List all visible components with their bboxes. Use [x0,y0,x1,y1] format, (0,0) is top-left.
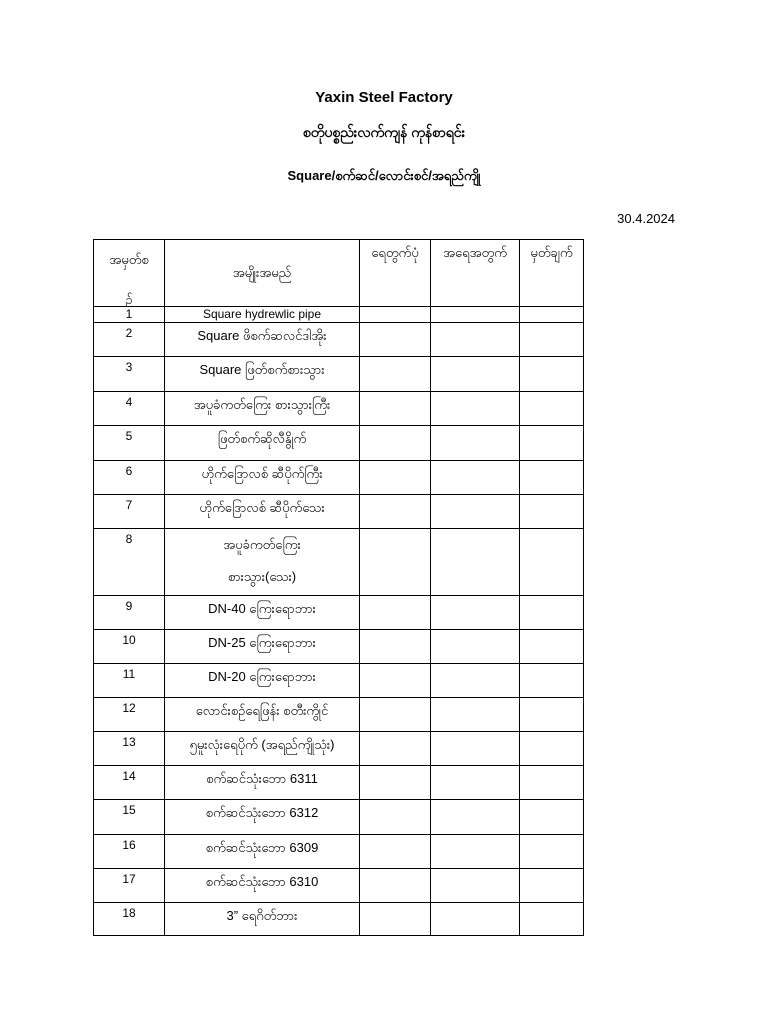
remarks-cell [520,698,583,731]
count-method-cell [360,495,430,528]
item-name: DN-25 ကြေးရောဘား [165,630,359,663]
row-number: 1 [94,307,164,322]
remarks-cell [520,869,583,902]
remarks-cell [520,903,583,935]
header-remarks: မှတ်ချက် [520,240,583,306]
quantity-cell [431,323,519,356]
count-method-cell [360,903,430,935]
remarks-cell [520,426,583,460]
row-number: 13 [94,732,164,765]
header-quantity: အရေအတွက် [431,240,519,306]
item-name: အပူခံကတ်ကြေး စားသွားကြီး [165,392,359,425]
remarks-cell [520,461,583,494]
row-number: 12 [94,698,164,731]
row-number: 4 [94,392,164,425]
item-name: စက်ဆင်သုံးဘော 6310 [165,869,359,902]
row-number: 9 [94,596,164,629]
item-name: DN-20 ကြေးရောဘား [165,664,359,697]
row-number: 10 [94,630,164,663]
item-name: Square ဖိစက်ဆလင်ဒါအိုး [165,323,359,356]
count-method-cell [360,307,430,322]
remarks-cell [520,630,583,663]
row-number: 18 [94,903,164,935]
item-name: လောင်းစဥ်ရေဖြန်း စတီးကွိုင် [165,698,359,731]
item-name: ဟိုက်ဒြောလစ် ဆီပိုက်ကြီး [165,461,359,494]
row-number: 11 [94,664,164,697]
remarks-cell [520,835,583,868]
row-number: 2 [94,323,164,356]
quantity-cell [431,630,519,663]
item-name: DN-40 ကြေးရောဘား [165,596,359,629]
item-name: စက်ဆင်သုံးဘော 6311 [165,766,359,799]
document-title: Yaxin Steel Factory [315,89,453,106]
quantity-cell [431,392,519,425]
quantity-cell [431,732,519,765]
quantity-cell [431,596,519,629]
item-name [165,529,359,595]
remarks-cell [520,664,583,697]
count-method-cell [360,461,430,494]
item-name: ဖြတ်စက်ဆိုလီနွိုက် [165,426,359,460]
row-number: 14 [94,766,164,799]
quantity-cell [431,461,519,494]
quantity-cell [431,307,519,322]
item-name-line: အပူခံကတ်ကြေး [223,537,301,552]
remarks-cell [520,732,583,765]
row-number: 16 [94,835,164,868]
remarks-cell [520,392,583,425]
quantity-cell [431,766,519,799]
quantity-cell [431,698,519,731]
count-method-cell [360,800,430,834]
document-date: 30.4.2024 [617,211,675,226]
remarks-cell [520,323,583,356]
count-method-cell [360,835,430,868]
count-method-cell [360,426,430,460]
remarks-cell [520,307,583,322]
document-category: Square/စက်ဆင်/လောင်းစင်/အရည်ကျို [287,168,481,183]
row-number: 6 [94,461,164,494]
remarks-cell [520,529,583,595]
remarks-cell [520,800,583,834]
row-number: 5 [94,426,164,460]
quantity-cell [431,529,519,595]
remarks-cell [520,596,583,629]
document-subtitle: စတိုပစ္စည်းလက်ကျန် ကုန်စာရင်း [302,124,466,140]
quantity-cell [431,495,519,528]
row-number: 7 [94,495,164,528]
inventory-table [93,239,584,936]
row-number: 15 [94,800,164,834]
remarks-cell [520,357,583,391]
count-method-cell [360,596,430,629]
count-method-cell [360,698,430,731]
remarks-cell [520,766,583,799]
item-name: စက်ဆင်သုံးဘော 6312 [165,800,359,834]
count-method-cell [360,392,430,425]
count-method-cell [360,323,430,356]
row-number: 8 [94,529,164,595]
count-method-cell [360,869,430,902]
header-serial-number [94,240,164,306]
quantity-cell [431,357,519,391]
item-name: ၅မူးလုံးရေပိုက် (အရည်ကျိုသုံး) [165,732,359,765]
quantity-cell [431,835,519,868]
quantity-cell [431,664,519,697]
quantity-cell [431,800,519,834]
count-method-cell [360,630,430,663]
count-method-cell [360,357,430,391]
count-method-cell [360,664,430,697]
row-number: 3 [94,357,164,391]
row-number: 17 [94,869,164,902]
item-name: စက်ဆင်သုံးဘော 6309 [165,835,359,868]
header-count-method: ရေတွက်ပုံ [360,240,430,306]
item-name: Square ဖြတ်စက်စားသွား [165,357,359,391]
item-name-line: စားသွား(သေး) [227,569,297,584]
item-name: Square hydrewlic pipe [165,307,359,322]
quantity-cell [431,426,519,460]
count-method-cell [360,766,430,799]
count-method-cell [360,732,430,765]
quantity-cell [431,903,519,935]
item-name: ဟိုက်ဒြောလစ် ဆီပိုက်သေး [165,495,359,528]
header-serial-number-line: အမှတ်စ [109,252,149,267]
count-method-cell [360,529,430,595]
item-name: 3” ရေဂိတ်ဘား [165,903,359,935]
remarks-cell [520,495,583,528]
header-item-name: အမျိုးအမည် [165,240,359,306]
header-serial-number-line: ဉ် [125,292,133,306]
quantity-cell [431,869,519,902]
